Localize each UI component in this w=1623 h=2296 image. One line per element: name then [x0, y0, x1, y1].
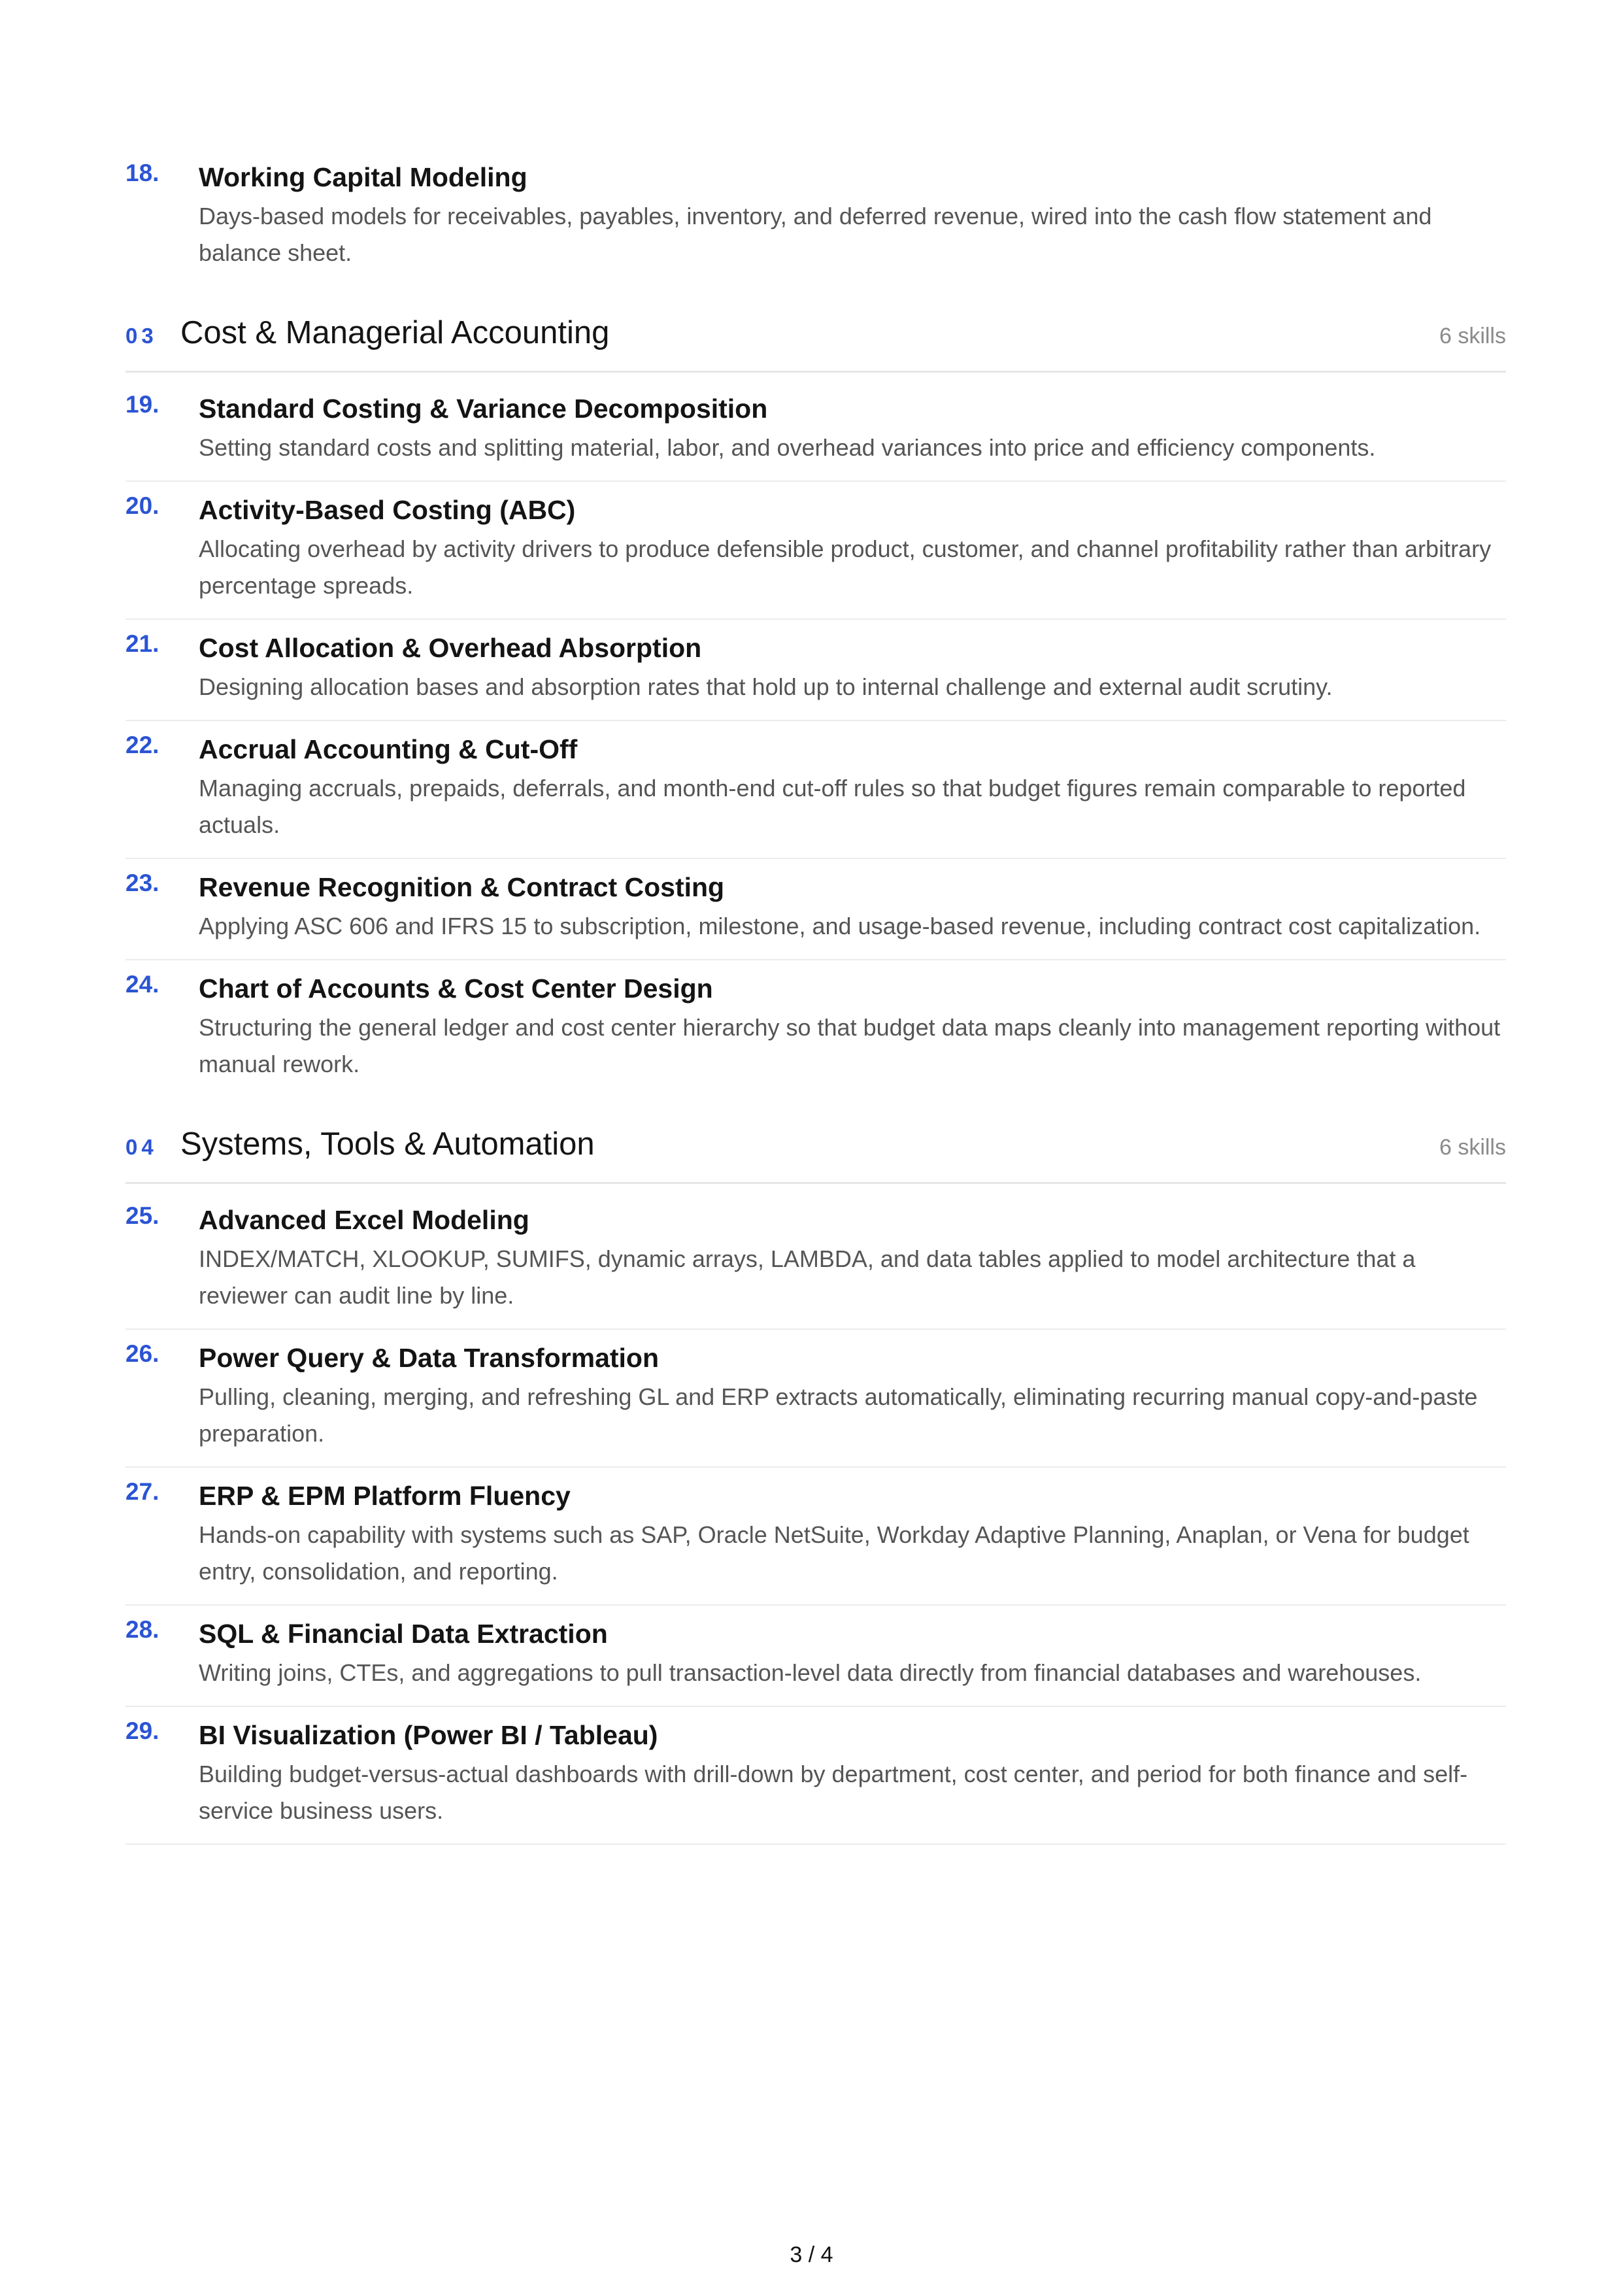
skill-description: Structuring the general ledger and cost center hierarchy so that budget data maps cleanly into management reporting without manual rework.: [199, 1014, 1501, 1077]
skill-title: ERP & EPM Platform Fluency: [199, 1481, 571, 1511]
skill-description: Building budget-versus-actual dashboards with drill-down by department, cost center, and period for both finance and self-service business users.: [199, 1761, 1468, 1824]
section-skill-count: 6 skills: [1439, 1135, 1506, 1160]
skill-body: [199, 492, 1506, 604]
skill-title: Standard Costing & Variance Decomposition: [199, 394, 768, 424]
skill-body: [199, 731, 1506, 843]
skill-description: Pulling, cleaning, merging, and refreshing GL and ERP extracts automatically, eliminating recurring manual copy-and-paste preparation.: [199, 1383, 1478, 1447]
skill-number: 21.: [125, 630, 159, 657]
skill-title: Revenue Recognition & Contract Costing: [199, 872, 725, 902]
skill-item: [125, 620, 1506, 721]
skill-number: 23.: [125, 869, 159, 896]
skill-description: Setting standard costs and splitting material, labor, and overhead variances into price and efficiency components.: [199, 434, 1376, 461]
skill-description: Writing joins, CTEs, and aggregations to pull transaction-level data directly from financial databases and warehouses.: [199, 1659, 1422, 1686]
skill-title: Accrual Accounting & Cut-Off: [199, 734, 578, 764]
skill-number: 22.: [125, 732, 159, 758]
section-header: [125, 1097, 1506, 1184]
section-title: Systems, Tools & Automation: [180, 1126, 595, 1162]
skill-body: [199, 630, 1506, 705]
skill-title: Activity-Based Costing (ABC): [199, 495, 576, 525]
skill-item: [125, 1606, 1506, 1707]
skill-item: [125, 380, 1506, 482]
skill-item: [125, 721, 1506, 859]
skill-item: [125, 1192, 1506, 1330]
skill-item: [125, 149, 1506, 286]
skill-item: [125, 1468, 1506, 1606]
skill-number: 18.: [125, 160, 159, 186]
skill-body: [199, 390, 1506, 466]
skill-description: INDEX/MATCH, XLOOKUP, SUMIFS, dynamic arrays, LAMBDA, and data tables applied to model architecture that a reviewer can audit line by line.: [199, 1245, 1416, 1309]
skill-description: Managing accruals, prepaids, deferrals, and month-end cut-off rules so that budget figures remain comparable to reported actuals.: [199, 775, 1466, 838]
skill-item: [125, 859, 1506, 960]
skill-number: 20.: [125, 492, 159, 519]
skill-description: Hands-on capability with systems such as SAP, Oracle NetSuite, Workday Adaptive Planning, Anaplan, or Vena for budget entry, consolidation, and reporting.: [199, 1521, 1469, 1585]
skill-description: Designing allocation bases and absorption rates that hold up to internal challenge and external audit scrutiny.: [199, 673, 1333, 700]
skill-body: [199, 1340, 1506, 1452]
skill-body: [199, 1717, 1506, 1829]
skill-body: [199, 970, 1506, 1083]
skill-number: 29.: [125, 1717, 159, 1744]
skill-description: Applying ASC 606 and IFRS 15 to subscription, milestone, and usage-based revenue, including contract cost capitalization.: [199, 913, 1481, 939]
skill-title: Working Capital Modeling: [199, 162, 527, 192]
page-content: [125, 149, 1506, 1845]
skill-number: 24.: [125, 971, 159, 998]
skill-item: [125, 482, 1506, 620]
skill-body: [199, 1202, 1506, 1314]
skill-title: Cost Allocation & Overhead Absorption: [199, 633, 702, 663]
skill-number: 26.: [125, 1340, 159, 1367]
skill-number: 19.: [125, 391, 159, 418]
skill-description: Days-based models for receivables, payables, inventory, and deferred revenue, wired into the cash flow statement and balance sheet.: [199, 203, 1432, 266]
skill-title: Advanced Excel Modeling: [199, 1205, 529, 1235]
skill-title: Power Query & Data Transformation: [199, 1343, 660, 1373]
skill-number: 27.: [125, 1478, 159, 1505]
section-title: Cost & Managerial Accounting: [180, 315, 610, 350]
skill-item: [125, 1330, 1506, 1468]
skill-description: Allocating overhead by activity drivers to produce defensible product, customer, and channel profitability rather than arbitrary percentage spreads.: [199, 535, 1492, 599]
skill-body: [199, 159, 1506, 271]
skill-item: [125, 960, 1506, 1097]
skill-item: [125, 1707, 1506, 1845]
skill-number: 25.: [125, 1202, 159, 1229]
skill-body: [199, 869, 1506, 945]
section-skill-count: 6 skills: [1439, 324, 1506, 348]
skill-body: [199, 1477, 1506, 1590]
skill-title: SQL & Financial Data Extraction: [199, 1619, 608, 1649]
skill-title: Chart of Accounts & Cost Center Design: [199, 973, 713, 1004]
section-number: 03: [125, 324, 158, 348]
skill-body: [199, 1615, 1506, 1691]
skill-number: 28.: [125, 1616, 159, 1643]
section-header: [125, 286, 1506, 373]
skill-title: BI Visualization (Power BI / Tableau): [199, 1720, 658, 1750]
page-indicator: 3 / 4: [790, 2242, 833, 2267]
section-number: 04: [125, 1135, 158, 1159]
